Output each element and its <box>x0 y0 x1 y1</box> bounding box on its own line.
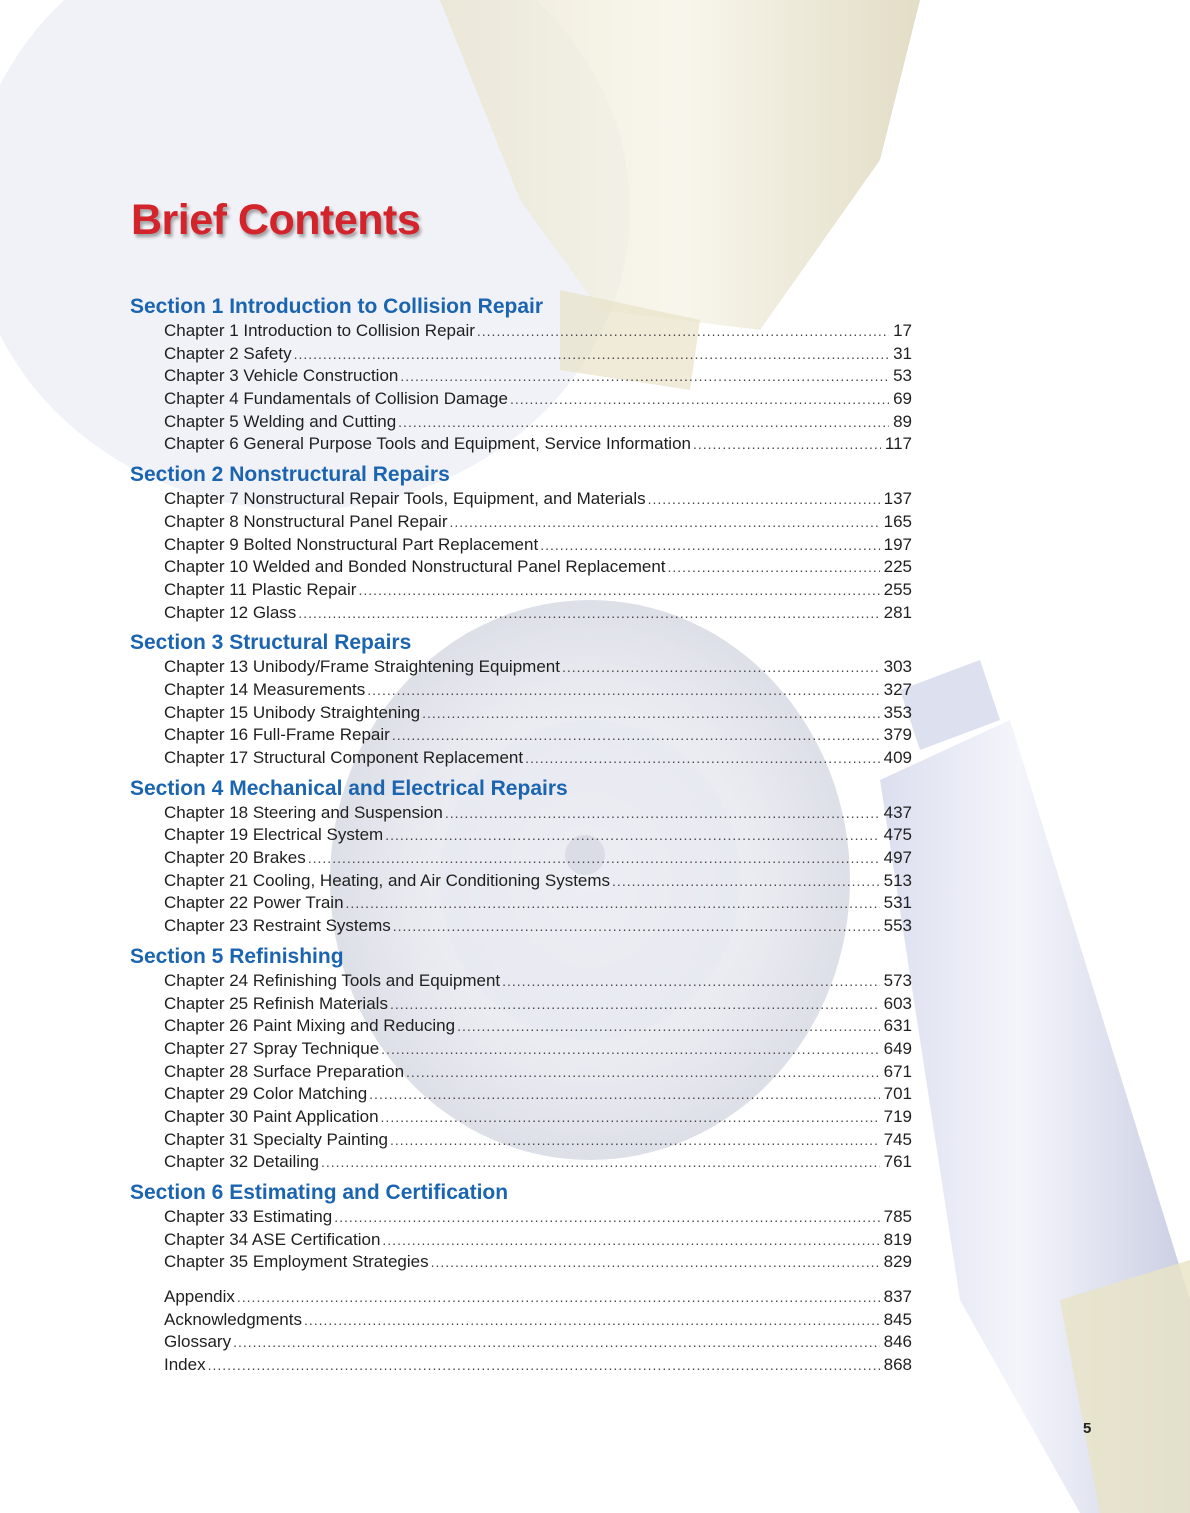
toc-entry[interactable] <box>130 1151 912 1174</box>
toc-entry[interactable] <box>130 915 912 938</box>
entry-page-number: 409 <box>883 748 912 767</box>
entry-title: Chapter 1 Introduction to Collision Repair <box>164 321 475 340</box>
toc-section <box>130 294 912 456</box>
entry-page-number: 837 <box>883 1287 912 1307</box>
toc-entry[interactable] <box>130 747 912 770</box>
entry-title: Chapter 18 Steering and Suspension <box>164 802 443 822</box>
toc-entry[interactable] <box>130 824 912 847</box>
dot-leader <box>367 679 879 702</box>
dot-leader <box>400 365 889 388</box>
toc-entry[interactable] <box>130 679 912 702</box>
dot-leader <box>393 915 880 938</box>
toc-entry[interactable] <box>130 1129 912 1152</box>
toc-entry[interactable] <box>130 1251 912 1274</box>
entry-page-number: 631 <box>883 1016 912 1036</box>
entry-title: Chapter 22 Power Train <box>164 893 344 913</box>
toc-entry[interactable] <box>130 847 912 870</box>
entry-title: Chapter 2 Safety <box>164 343 292 363</box>
entry-page-number: 379 <box>883 725 912 745</box>
entry-page-number: 531 <box>883 893 912 913</box>
entry-title: Chapter 33 Estimating <box>164 1207 333 1226</box>
entry-page-number: 31 <box>893 343 912 363</box>
back-matter <box>130 1286 912 1377</box>
dot-leader <box>237 1286 880 1309</box>
toc-entry[interactable] <box>130 993 912 1016</box>
dot-leader <box>233 1331 880 1354</box>
entry-title: Chapter 26 Paint Mixing and Reducing <box>164 1016 456 1036</box>
entry-title: Chapter 21 Cooling, Heating, and Air Conditioning Systems <box>164 870 611 890</box>
entry-title: Index <box>164 1355 206 1375</box>
dot-leader <box>346 892 880 915</box>
entry-title: Chapter 25 Refinish Materials <box>164 993 388 1013</box>
dot-leader <box>477 320 889 343</box>
entry-title: Chapter 34 ASE Certification <box>164 1229 381 1249</box>
dot-leader <box>208 1354 880 1377</box>
entry-page-number: 701 <box>883 1084 912 1104</box>
dot-leader <box>406 1061 880 1084</box>
entry-title: Appendix <box>164 1287 235 1307</box>
toc-entry[interactable] <box>130 556 912 579</box>
toc-entry[interactable] <box>130 343 912 366</box>
dot-leader <box>390 993 880 1016</box>
toc-entry[interactable] <box>130 1331 912 1354</box>
entry-title: Chapter 20 Brakes <box>164 848 306 868</box>
toc-entry[interactable] <box>130 433 912 456</box>
entry-title: Chapter 32 Detailing <box>164 1152 319 1172</box>
toc-entry[interactable] <box>130 802 912 825</box>
entry-page-number: 327 <box>883 679 912 699</box>
entry-page-number: 281 <box>883 602 912 622</box>
section-heading[interactable]: Section 1 Introduction to Collision Repair <box>130 295 544 318</box>
dot-leader <box>562 656 880 679</box>
dot-leader <box>381 1106 880 1129</box>
dot-leader <box>457 1015 880 1038</box>
entry-title: Chapter 12 Glass <box>164 602 297 622</box>
toc-section <box>130 630 912 769</box>
toc-entry[interactable] <box>130 534 912 557</box>
dot-leader <box>445 802 880 825</box>
section-heading[interactable]: Section 3 Structural Repairs <box>130 631 412 655</box>
dot-leader <box>398 411 889 434</box>
toc-entry[interactable] <box>130 511 912 534</box>
toc-entry[interactable] <box>130 579 912 602</box>
dot-leader <box>298 602 879 625</box>
toc-entry[interactable] <box>130 602 912 625</box>
toc-entry[interactable] <box>130 702 912 725</box>
page-title: Brief Contents <box>131 196 421 244</box>
toc-section <box>130 944 912 1174</box>
entry-page-number: 573 <box>883 970 912 990</box>
dot-leader <box>668 556 880 579</box>
entry-page-number: 603 <box>883 993 912 1013</box>
section-heading[interactable]: Section 4 Mechanical and Electrical Repairs <box>130 776 568 800</box>
dot-leader <box>334 1206 879 1229</box>
entry-page-number: 719 <box>883 1106 912 1126</box>
entry-page-number: 137 <box>883 489 912 509</box>
dot-leader <box>525 747 880 770</box>
entry-title: Chapter 14 Measurements <box>164 679 366 699</box>
entry-title: Chapter 16 Full-Frame Repair <box>164 725 390 745</box>
toc-entry[interactable] <box>130 1083 912 1106</box>
entry-title: Chapter 27 Spray Technique <box>164 1038 380 1058</box>
toc-entry[interactable] <box>130 970 912 993</box>
entry-title: Chapter 9 Bolted Nonstructural Part Replacement <box>164 534 539 554</box>
entry-title: Chapter 17 Structural Component Replacement <box>164 748 524 767</box>
entry-page-number: 53 <box>893 366 912 386</box>
dot-leader <box>381 1038 879 1061</box>
entry-title: Chapter 31 Specialty Painting <box>164 1129 388 1149</box>
entry-title: Chapter 23 Restraint Systems <box>164 916 391 936</box>
dot-leader <box>431 1251 880 1274</box>
dot-leader <box>294 343 890 366</box>
entry-title: Chapter 13 Unibody/Frame Straightening Equipment <box>164 657 560 677</box>
entry-title: Chapter 4 Fundamentals of Collision Damage <box>164 389 508 409</box>
entry-title: Chapter 10 Welded and Bonded Nonstructural Panel Replacement <box>164 557 666 577</box>
entry-title: Chapter 29 Color Matching <box>164 1084 368 1104</box>
entry-page-number: 671 <box>883 1061 912 1081</box>
toc-entry[interactable] <box>130 1206 912 1229</box>
entry-page-number: 353 <box>883 702 912 722</box>
entry-page-number: 255 <box>883 579 912 599</box>
toc-entry[interactable] <box>130 488 912 511</box>
entry-page-number: 165 <box>883 511 912 531</box>
dot-leader <box>308 847 880 870</box>
entry-title: Chapter 5 Welding and Cutting <box>164 411 397 431</box>
entry-page-number: 819 <box>883 1229 912 1249</box>
entry-page-number: 513 <box>883 870 912 890</box>
entry-page-number: 845 <box>883 1309 912 1329</box>
entry-title: Chapter 7 Nonstructural Repair Tools, Equipment, and Materials <box>164 489 646 509</box>
dot-leader <box>510 388 889 411</box>
toc-entry[interactable] <box>130 1061 912 1084</box>
entry-title: Chapter 15 Unibody Straightening <box>164 702 421 722</box>
dot-leader <box>385 824 879 847</box>
dot-leader <box>382 1229 879 1252</box>
entry-page-number: 868 <box>883 1355 912 1375</box>
entry-title: Chapter 8 Nonstructural Panel Repair <box>164 511 448 531</box>
entry-page-number: 497 <box>883 848 912 868</box>
dot-leader <box>449 511 879 534</box>
toc-entry[interactable] <box>130 320 912 343</box>
dot-leader <box>693 433 881 456</box>
page-number: 5 <box>1083 1420 1092 1437</box>
entry-page-number: 553 <box>883 916 912 936</box>
toc-entry[interactable] <box>130 892 912 915</box>
dot-leader <box>304 1309 880 1332</box>
toc-entry[interactable] <box>130 388 912 411</box>
toc-entry[interactable] <box>130 1354 912 1377</box>
dot-leader <box>648 488 880 511</box>
entry-page-number: 303 <box>883 657 912 677</box>
toc-entry[interactable] <box>130 724 912 747</box>
toc-entry[interactable] <box>130 1038 912 1061</box>
dot-leader <box>540 534 879 557</box>
entry-title: Chapter 6 General Purpose Tools and Equipment, Service Information <box>164 434 691 454</box>
toc-entry[interactable] <box>130 656 912 679</box>
entry-title: Chapter 3 Vehicle Construction <box>164 366 399 386</box>
entry-page-number: 89 <box>893 411 912 431</box>
entry-page-number: 829 <box>883 1252 912 1272</box>
toc-entry[interactable] <box>130 1106 912 1129</box>
toc-entry[interactable] <box>130 870 912 893</box>
entry-page-number: 117 <box>884 434 912 454</box>
dot-leader <box>612 870 880 893</box>
entry-page-number: 17 <box>893 321 912 340</box>
toc-entry[interactable] <box>130 411 912 434</box>
entry-title: Chapter 24 Refinishing Tools and Equipment <box>164 970 501 990</box>
entry-title: Chapter 35 Employment Strategies <box>164 1252 429 1272</box>
entry-page-number: 437 <box>883 802 912 822</box>
entry-page-number: 785 <box>883 1207 912 1226</box>
section-heading[interactable]: Section 6 Estimating and Certification <box>130 1181 509 1204</box>
entry-page-number: 846 <box>883 1332 912 1352</box>
table-of-contents <box>130 294 912 1377</box>
toc-entry[interactable] <box>130 365 912 388</box>
entry-title: Chapter 28 Surface Preparation <box>164 1061 405 1081</box>
section-heading[interactable]: Section 2 Nonstructural Repairs <box>130 463 450 487</box>
entry-page-number: 745 <box>883 1129 912 1149</box>
entry-title: Acknowledgments <box>164 1309 302 1329</box>
dot-leader <box>502 970 880 993</box>
entry-title: Chapter 30 Paint Application <box>164 1106 379 1126</box>
entry-page-number: 649 <box>883 1038 912 1058</box>
toc-entry[interactable] <box>130 1309 912 1332</box>
dot-leader <box>422 702 880 725</box>
dot-leader <box>392 724 880 747</box>
section-heading[interactable]: Section 5 Refinishing <box>130 944 344 968</box>
toc-entry[interactable] <box>130 1286 912 1309</box>
toc-entry[interactable] <box>130 1229 912 1252</box>
entry-page-number: 69 <box>893 389 912 409</box>
dot-leader <box>390 1129 880 1152</box>
entry-page-number: 225 <box>883 557 912 577</box>
entry-title: Glossary <box>164 1332 232 1352</box>
toc-section <box>130 1180 912 1274</box>
toc-section <box>130 462 912 624</box>
toc-entry[interactable] <box>130 1015 912 1038</box>
entry-page-number: 475 <box>883 825 912 845</box>
entry-title: Chapter 19 Electrical System <box>164 825 384 845</box>
dot-leader <box>358 579 879 602</box>
entry-title: Chapter 11 Plastic Repair <box>164 579 357 599</box>
entry-page-number: 197 <box>883 534 912 554</box>
toc-section <box>130 776 912 938</box>
dot-leader <box>321 1151 880 1174</box>
entry-page-number: 761 <box>883 1152 912 1172</box>
dot-leader <box>369 1083 879 1106</box>
